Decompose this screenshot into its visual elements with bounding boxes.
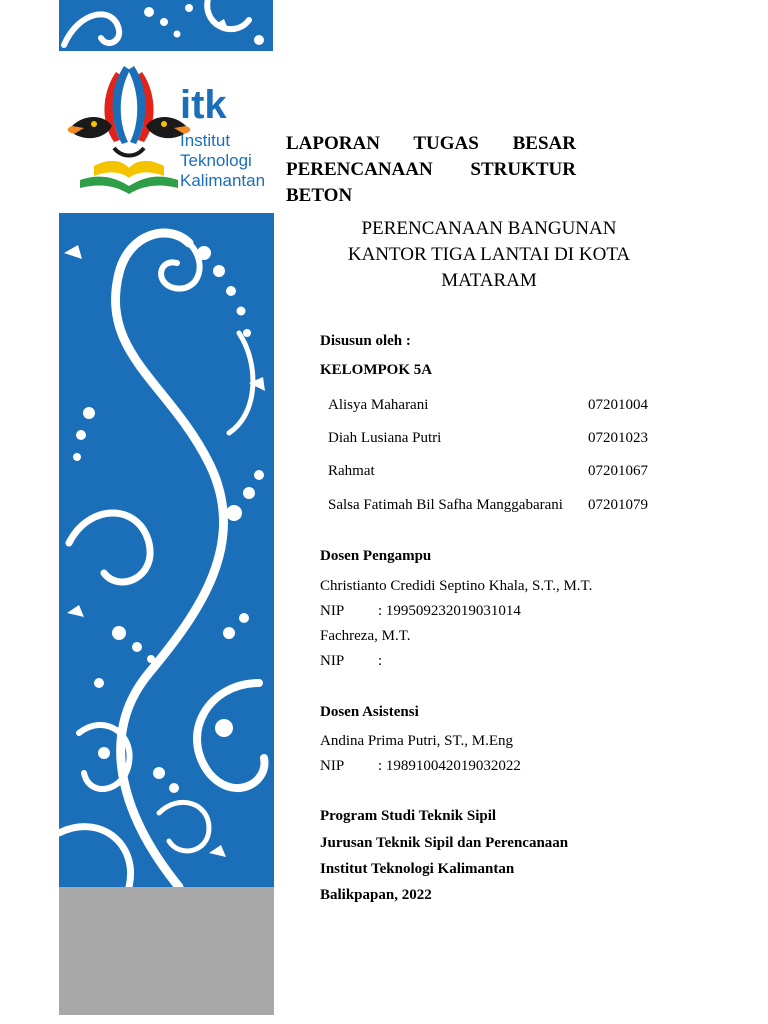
floral-ornament-side: [59, 213, 274, 887]
program-name: Program Studi Teknik Sipil: [320, 808, 497, 824]
institute-name: Institut Teknologi Kalimantan: [320, 861, 515, 877]
itk-emblem-icon: [64, 62, 274, 202]
logo-abbr: itk: [180, 83, 227, 127]
member-nim: 07201023: [588, 430, 648, 446]
lecturers-label: Dosen Pengampu: [320, 548, 432, 564]
title-line-1: LAPORAN TUGAS BESAR: [286, 133, 576, 154]
logo-line-2: Teknologi: [180, 151, 252, 170]
nip-value: :: [378, 653, 383, 669]
report-title: [286, 131, 576, 209]
lecturer-nip: [320, 603, 521, 620]
member-nim: 07201067: [588, 463, 648, 479]
assistant-label: Dosen Asistensi: [320, 704, 419, 720]
floral-ornament-top: [59, 0, 273, 51]
nip-label: NIP: [320, 603, 345, 619]
nip-label: NIP: [320, 653, 345, 669]
member-nim: 07201079: [588, 497, 648, 513]
lecturer-name: Fachreza, M.T.: [320, 628, 411, 644]
lecturer-nip: [320, 653, 382, 670]
side-ornament-band: [59, 213, 274, 887]
logo-line-1: Institut: [180, 131, 231, 150]
group-name: KELOMPOK 5A: [320, 362, 433, 378]
nip-value: : 198910042019032022: [378, 758, 521, 774]
title-line-3: BETON: [286, 185, 353, 206]
place-year: Balikpapan, 2022: [320, 887, 432, 903]
nip-value: : 199509232019031014: [378, 603, 521, 619]
lecturer-name: Christianto Credidi Septino Khala, S.T., M.T.: [320, 578, 593, 594]
member-name: Salsa Fatimah Bil Safha Manggabarani: [328, 497, 563, 513]
title-line-2: PERENCANAAN STRUKTUR: [286, 159, 576, 180]
department-name: Jurusan Teknik Sipil dan Perencanaan: [320, 835, 569, 851]
member-name: Rahmat: [328, 463, 375, 479]
nip-label: NIP: [320, 758, 345, 774]
top-ornament-band: [59, 0, 273, 51]
subtitle-line-2: KANTOR TIGA LANTAI DI KOTA: [347, 244, 631, 265]
gray-footer-block: [59, 887, 274, 1015]
logo-line-3: Kalimantan: [180, 171, 266, 190]
member-nim: 07201004: [588, 397, 648, 413]
itk-logo: [64, 62, 274, 202]
member-name: Alisya Maharani: [328, 397, 429, 413]
assistant-nip: [320, 758, 521, 775]
report-subtitle: [318, 216, 660, 294]
member-name: Diah Lusiana Putri: [328, 430, 442, 446]
subtitle-line-3: MATARAM: [441, 270, 537, 291]
assistant-name: Andina Prima Putri, ST., M.Eng: [320, 733, 514, 749]
subtitle-line-1: PERENCANAAN BANGUNAN: [361, 218, 617, 239]
compiled-by-label: Disusun oleh :: [320, 333, 411, 349]
